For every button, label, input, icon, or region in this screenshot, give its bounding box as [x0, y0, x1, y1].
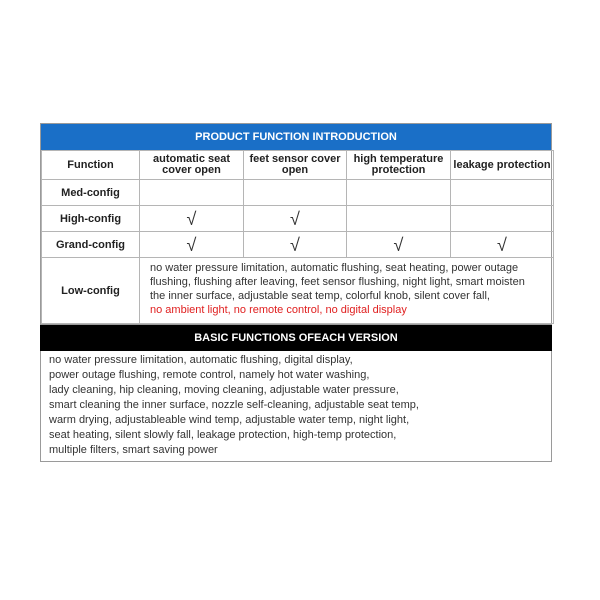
- check-cell: [244, 180, 347, 206]
- basic-functions-line: power outage flushing, remote control, namely hot water washing,: [49, 369, 370, 381]
- function-table-container: [40, 123, 552, 325]
- basic-functions-line: lady cleaning, hip cleaning, moving cleaning, adjustable water pressure,: [49, 384, 399, 396]
- column-header-high-temp: high temperature protection: [347, 151, 451, 180]
- check-cell: [347, 206, 451, 232]
- function-table: [41, 150, 554, 324]
- basic-functions-line: seat heating, silent slowly fall, leakage protection, high-temp protection,: [49, 429, 397, 441]
- basic-functions-line: smart cleaning the inner surface, nozzle self-cleaning, adjustable seat temp,: [49, 399, 419, 411]
- low-config-description: [140, 258, 554, 324]
- column-header-seat-cover: automatic seat cover open: [140, 151, 244, 180]
- check-cell: [451, 180, 554, 206]
- row-label-med-config: Med-config: [42, 180, 140, 206]
- column-header-feet-sensor: feet sensor cover open: [244, 151, 347, 180]
- product-function-sheet: [40, 123, 552, 462]
- basic-functions-title: BASIC FUNCTIONS OFEACH VERSION: [40, 325, 552, 351]
- check-cell: [347, 180, 451, 206]
- table-row-med-config: [42, 180, 554, 206]
- checkmark-icon: √: [244, 206, 347, 232]
- basic-functions-line: multiple filters, smart saving power: [49, 444, 218, 456]
- table-row-high-config: [42, 206, 554, 232]
- checkmark-icon: √: [244, 232, 347, 258]
- basic-functions-line: no water pressure limitation, automatic flushing, digital display,: [49, 354, 353, 366]
- low-config-missing-features: no ambient light, no remote control, no digital display: [150, 304, 407, 316]
- column-header-function: Function: [42, 151, 140, 180]
- row-label-grand-config: Grand-config: [42, 232, 140, 258]
- check-cell: [451, 206, 554, 232]
- checkmark-icon: √: [451, 232, 554, 258]
- checkmark-icon: √: [140, 206, 244, 232]
- check-cell: [140, 180, 244, 206]
- column-header-leakage: leakage protection: [451, 151, 554, 180]
- checkmark-icon: √: [140, 232, 244, 258]
- row-label-high-config: High-config: [42, 206, 140, 232]
- basic-functions-line: warm drying, adjustableable wind temp, adjustable water temp, night light,: [49, 414, 410, 426]
- table-header-row: [42, 151, 554, 180]
- product-function-title: PRODUCT FUNCTION INTRODUCTION: [41, 124, 551, 150]
- row-label-low-config: Low-config: [42, 258, 140, 324]
- table-row-grand-config: [42, 232, 554, 258]
- table-row-low-config: [42, 258, 554, 324]
- low-config-text: no water pressure limitation, automatic flushing, seat heating, power outage flushing, flushing after leaving, feet sensor flushing, night light, smart moisten the inner surface, adjustable seat temp, colorful knob, silent cover fall,: [150, 262, 525, 302]
- basic-functions-list: [40, 351, 552, 462]
- checkmark-icon: √: [347, 232, 451, 258]
